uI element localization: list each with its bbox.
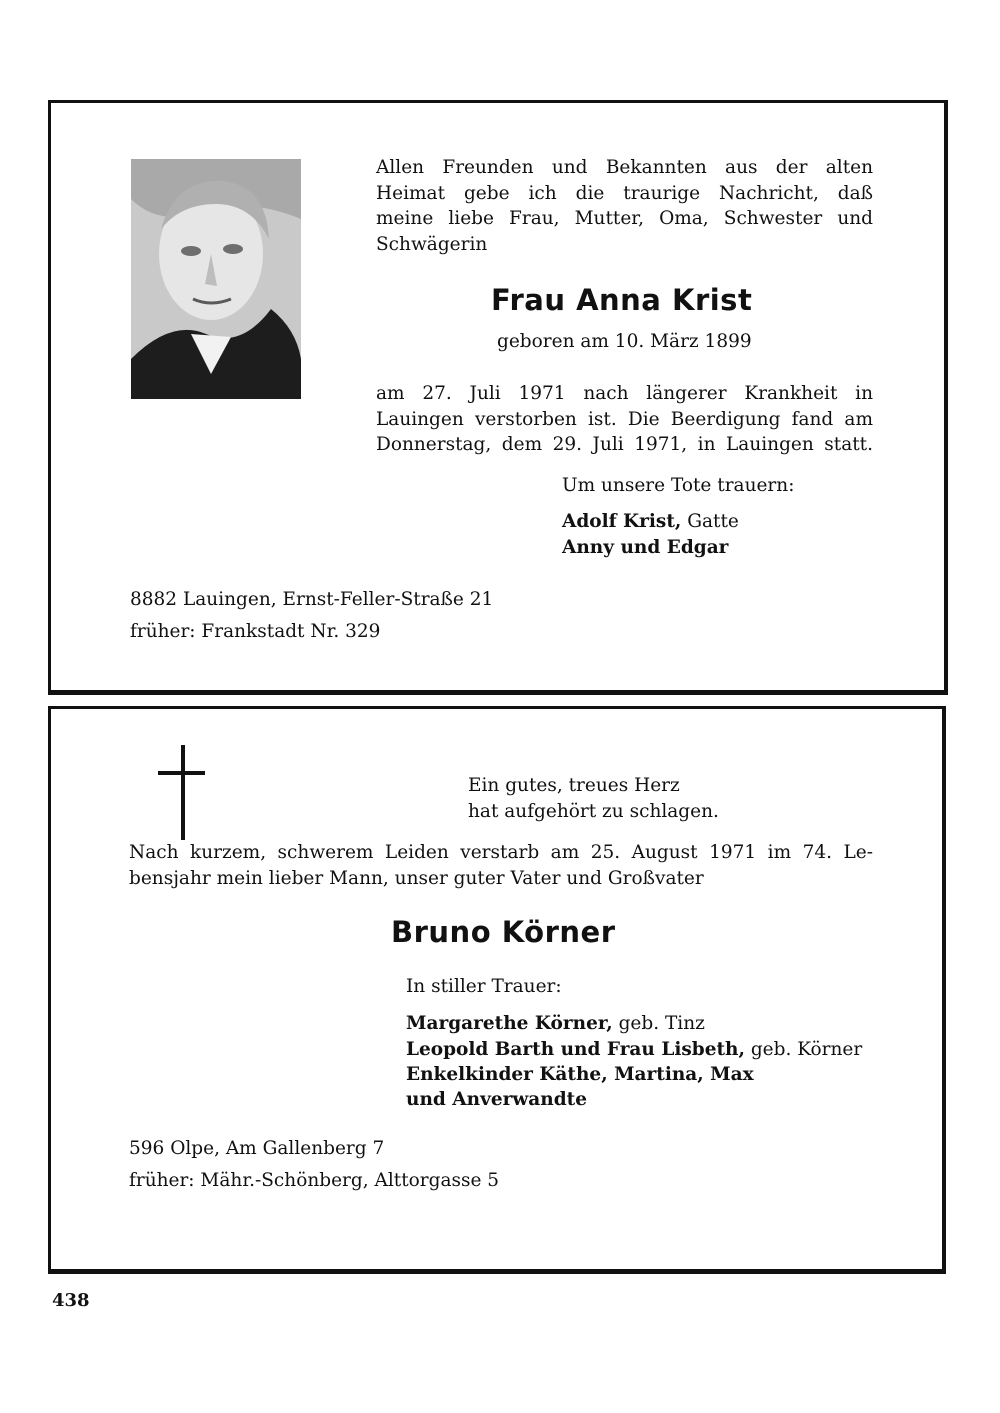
mourners-heading: Um unsere Tote trauern: (562, 475, 795, 496)
death-line: Lauingen verstorben ist. Die Beerdigung fand am (376, 408, 873, 430)
death-line: am 27. Juli 1971 nach längerer Krankheit in (376, 383, 873, 404)
mourner-line (406, 1037, 862, 1063)
address-line: 596 Olpe, Am Gallenberg 7 (129, 1138, 385, 1159)
former-address-line: früher: Frankstadt Nr. 329 (130, 621, 381, 642)
intro-paragraph (376, 155, 873, 257)
announcement-line: Nach kurzem, schwerem Leiden verstarb am 25. August 1971 im 74. Le- (129, 842, 873, 863)
intro-line: Allen Freunden und Bekannten aus der alten (376, 157, 873, 178)
announcement-paragraph (129, 840, 873, 891)
intro-line: meine liebe Frau, Mutter, Oma, Schwester und (376, 208, 873, 229)
mourner-line (406, 1011, 705, 1037)
mourner-line (406, 1062, 754, 1088)
death-paragraph (376, 381, 873, 458)
death-line: Donnerstag, dem 29. Juli 1971, in Lauingen statt. (376, 434, 873, 455)
verse-line: hat aufgehört zu schlagen. (468, 801, 719, 822)
mourner-line (562, 509, 739, 535)
intro-line: Heimat gebe ich die traurige Nachricht, daß (376, 182, 873, 204)
mourning-heading: In stiller Trauer: (406, 976, 562, 997)
mourner-relation: geb. Körner (750, 1039, 863, 1060)
mourner-relation: geb. Tinz (618, 1013, 705, 1034)
mourner-name: und Anverwandte (406, 1089, 587, 1110)
announcement-line: bensjahr mein lieber Mann, unser guter Vater und Großvater (129, 867, 704, 889)
portrait-photo (131, 159, 301, 399)
mourner-name: Margarethe Körner, (406, 1013, 613, 1034)
intro-line: Schwägerin (376, 233, 488, 255)
former-address-line: früher: Mähr.-Schönberg, Alttorgasse 5 (129, 1170, 500, 1191)
cross-icon-horizontal (158, 771, 205, 775)
mourner-name: Enkelkinder Käthe, Martina, Max (406, 1064, 754, 1085)
mourner-name: Leopold Barth und Frau Lisbeth, (406, 1039, 745, 1060)
mourner-line (562, 535, 728, 561)
page-number: 438 (52, 1290, 90, 1311)
deceased-name: Bruno Körner (391, 915, 616, 949)
verse-line: Ein gutes, treues Herz (468, 775, 680, 796)
birth-date: geboren am 10. März 1899 (497, 331, 752, 352)
mourner-name: Adolf Krist, (562, 511, 682, 532)
deceased-name: Frau Anna Krist (491, 283, 753, 317)
obituary-notice-bruno-koerner (48, 706, 946, 1274)
mourner-name: Anny und Edgar (562, 537, 729, 558)
cross-icon-vertical (181, 745, 185, 840)
obituary-notice-anna-krist (48, 100, 948, 695)
address-line: 8882 Lauingen, Ernst-Feller-Straße 21 (130, 589, 494, 610)
mourner-line (406, 1087, 587, 1113)
mourner-relation: Gatte (687, 511, 739, 532)
